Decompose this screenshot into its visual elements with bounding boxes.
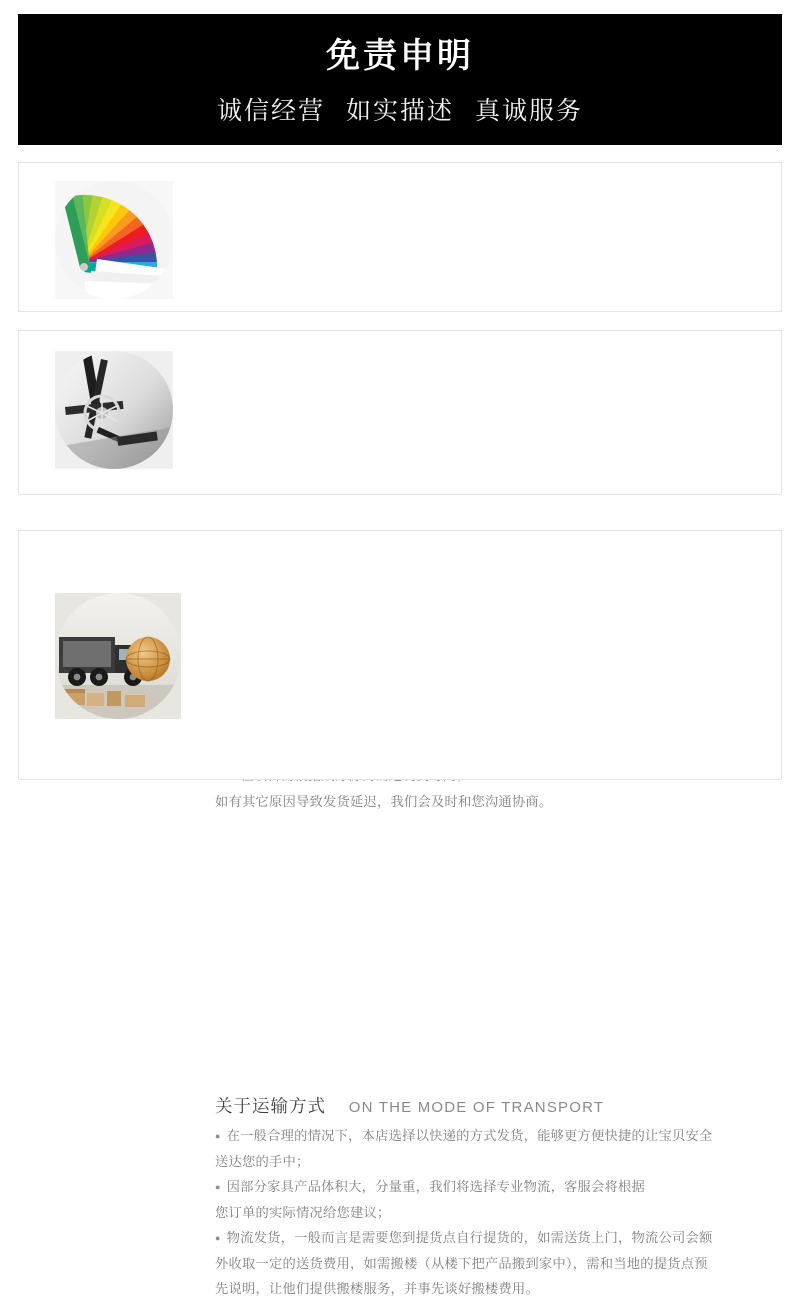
body-line-bullet: ● 在一般合理的情况下，本店选择以快递的方式发货，能够更方便快捷的让宝贝安全 — [215, 1123, 771, 1149]
body-line: 先说明，让他们提供搬楼服务，并事先谈好搬楼费用。 — [215, 1281, 539, 1296]
section-body-transport — [215, 1123, 771, 1301]
section-title-cn-transport: 关于运输方式 — [215, 1096, 326, 1116]
banner-subtitle — [211, 91, 589, 127]
section-card-delivery — [18, 330, 782, 809]
body-line-bullet: ● 物流发货，一般而言是需要您到提货点自行提货的，如需送货上门，物流公司会额 — [215, 1225, 771, 1251]
section-title-en-transport: ON THE MODE OF TRANSPORT — [348, 1099, 605, 1116]
body-line: 您订单的实际情况给您建议； — [215, 1205, 391, 1220]
color-fan-swatch-image — [55, 181, 173, 299]
body-line-bullet: ● 因部分家具产品体积大，分量重，我们将选择专业物流，客服会将根据 — [215, 1174, 771, 1200]
banner-title: 免责申明 — [326, 36, 474, 75]
disclaimer-banner — [18, 14, 782, 145]
banner-subtitle-part-2: 如实描述 — [345, 97, 454, 126]
body-line: 如有其它原因导致发货延迟，我们会及时和您沟通协商。 — [215, 794, 553, 809]
section-card-color — [18, 162, 782, 312]
body-line: 外收取一定的送货费用，如需搬楼（从楼下把产品搬到家中），需和当地的提货点预 — [215, 1256, 708, 1271]
bicycle-photo-image — [55, 351, 173, 469]
truck-globe-photo-image — [55, 593, 181, 719]
section-title-transport — [215, 1093, 604, 1118]
banner-subtitle-part-3: 真诚服务 — [474, 97, 583, 126]
banner-subtitle-part-1: 诚信经营 — [217, 97, 326, 126]
body-line: 送达您的手中； — [215, 1154, 310, 1169]
